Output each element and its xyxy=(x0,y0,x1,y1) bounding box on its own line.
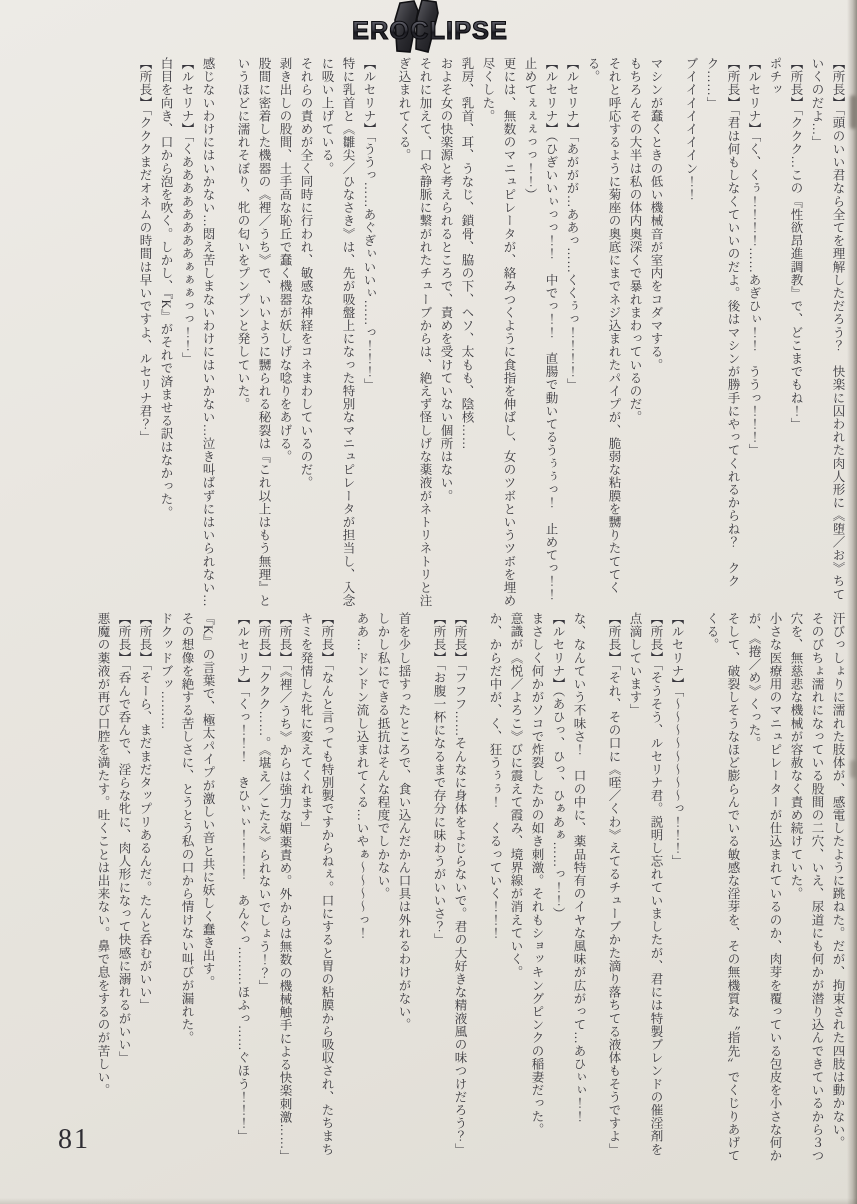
text-line: 特に乳首と《雛尖／ひなさき》は、先が吸盤上になった特別なマニュピレータが担当し、入念に吸い上げている。 xyxy=(320,57,355,608)
paragraph-group xyxy=(232,612,337,1168)
scan-edge-shadow xyxy=(847,0,857,1204)
text-line: 【所長】「君は何もしなくていいのだよ。後はマシンが勝手にやってくれるからね？ ククク……」 xyxy=(705,57,740,588)
text-line: およそ女の快楽源と考えられるところで、責めを受けていない個所はない。 xyxy=(439,57,453,503)
scan-smudge xyxy=(850,760,856,778)
text-line: 乳房、乳首、耳、うなじ、鎖骨、脇の下、ヘソ、太もも、陰核…… xyxy=(460,57,474,450)
text-line: 【所長】「お腹一杯になるまで存分に味わうがいいさ？」 xyxy=(432,612,446,947)
text-line: 【ルセリナ】「～～～～～～～～っ！！！」 xyxy=(670,612,684,868)
text-line: 『K』の言葉で、極太パイプが激しい音と共に妖しく蠢き出す。 xyxy=(201,612,215,989)
paragraph-group xyxy=(701,612,848,1168)
text-line: その想像を絶する苦しさに、とうとう私の口から情けない叫びが漏れた。 xyxy=(180,612,194,1045)
text-line: 【所長】「呑んで呑んで、淫らな牝に、肉人形になって快感に溺れるがいい」 xyxy=(117,612,131,1065)
text-line: ドクッドブッ……… xyxy=(159,612,173,730)
text-line: 小さな医療用のマニュピレーターが仕込まれているのか、肉芽を覆っている包皮を小さな何かが、《捲／め》くった。 xyxy=(747,612,782,1163)
text-line: そのびちょ濡れになっている股間の二穴、いえ、尿道にも何かが潜り込んできているから３つ穴を、無慈悲な機械が容赦なく責め続けていた。 xyxy=(789,612,824,1163)
text-line: か、からだ中が、く、狂うぅぅ！ くるっていく！！！ xyxy=(488,612,502,940)
text-line: それらの責めが全く同時に行われ、敏感な神経をコネまわしているのだ。 xyxy=(299,57,313,490)
text-line: 首を少し揺すったところで、食い込んだかん口具は外れるわけがない。 xyxy=(397,612,411,1032)
text-line: マシンが蠢くときの低い機械音が室内をコダマする。 xyxy=(649,57,663,372)
eroclipse-logo xyxy=(348,0,512,53)
text-line: 更には、無数のマニュピレータが、絡みつくように食指を伸ばし、女のツボというツボを埋め尽くした。 xyxy=(481,57,516,608)
page-number: 81 xyxy=(58,1124,90,1155)
text-line: 【ルセリナ】「くっ！！！ きひぃぃ！！！！ あんぐっ………ほふっ……ぐほう！！！」 xyxy=(236,612,250,1143)
text-line: そして、破裂しそうなほど膨らんでいる敏感な淫芽を、その無機質な〝指先〟でくじりあげてくる。 xyxy=(705,612,740,1163)
text-line: 股間に密着した機器の《裡／うち》で、いいように嬲られる秘裂は『これ以上はもう無理』というほどに濡れそぼり、牝の匂いをプンプンと発していた。 xyxy=(236,57,271,608)
bottom-text-band xyxy=(42,612,848,1168)
text-line: な、なんていう不味さ！ 口の中に、薬品特有のイヤな風味が広がって…あひぃぃ！！ xyxy=(572,612,586,1123)
text-line: 感じないわけにはいかない…悶え苦しまないわけにはいかない…泣き叫ばずにはいられない… xyxy=(201,57,215,608)
text-line: それと呼応するように菊座の奥底にまでネジ込まれたパイプが、脆弱な粘膜を嬲りたててくる。 xyxy=(586,57,621,595)
logo-text: EROCLIPSE xyxy=(352,17,508,45)
top-text-band xyxy=(42,57,848,609)
text-line: 剥き出しの股間、土手高な恥丘で蠢く機器が妖しげな唸りをあげる。 xyxy=(278,57,292,464)
text-line: 意識が《悦／よろこ》びに震えて霞み、境界線が消えていく。 xyxy=(509,612,523,979)
scan-edge-shadow xyxy=(0,1198,857,1204)
text-line: もちろんその大半は私の体内奥深くで暴れまわっているのだ。 xyxy=(628,57,642,424)
paragraph-group xyxy=(484,612,589,1168)
text-line: 【所長】「《裡／うち》からは強力な媚薬責め。外からは無数の機械触手による快楽刺激……」 xyxy=(278,612,292,1163)
text-line: まさしく何かがソコで炸裂したかの如き刺激。それもショッキングピンクの稲妻だった。 xyxy=(530,612,544,1136)
text-line: 【所長】「ククク…この『性欲昂進調教』で、どこまでもね！」 xyxy=(789,57,803,431)
text-line: 【ルセリナ】「あががが…ああっ……くくぅっ！！！！」 xyxy=(565,57,579,392)
text-line: 【所長】「フフフ……そんなに身体をよじらないで。君の大好きな精液風の味つけだろう？」 xyxy=(453,612,467,1156)
text-line: しかし私にできる抵抗はそんな程度でしかない。 xyxy=(376,612,390,901)
text-line: 【所長】「そーら、まだまだタップリあるんだ。たんと呑むがいい」 xyxy=(138,612,152,1012)
paragraph-group xyxy=(680,57,848,609)
paragraph-group xyxy=(393,57,666,609)
text-line: 【所長】「なんと言っても特別製ですからねぇ。口にすると胃の粘膜から吸収され、たちまちキミを発情した牝に変えてくれます」 xyxy=(299,612,334,1156)
text-line: 白目を向き、口から泡を吹く。しかし、『K』がそれで済ませる訳はなかった。 xyxy=(159,57,173,519)
text-line: 【所長】「クククまだオネムの時間は早いですよ、ルセリナ君？」 xyxy=(138,57,152,444)
text-line: 悪魔の薬液が再び口腔を満たす。吐くことは出来ない。鼻で息をするのが苦しい。 xyxy=(96,612,110,1097)
scan-smudge xyxy=(850,95,856,129)
paragraph-group xyxy=(351,612,414,1168)
eroclipse-logo-graphic xyxy=(348,0,512,53)
paragraph-group xyxy=(92,612,218,1168)
text-line: 【所長】「ククク……。《堪え／こたえ》られないでしょう！？」 xyxy=(257,612,271,993)
text-line: それに加えて、口や静脈に繋がれたチューブからは、絶えず怪しげな薬液がネトリネトリと注ぎ込まれてくる。 xyxy=(397,57,432,608)
paragraph-group xyxy=(134,57,218,609)
text-line: 【ルセリナ】（あひっ、ひっ、ひぁあぁ……っ！！） xyxy=(551,612,565,921)
text-line: 【所長】「頭のいい君なら全てを理解しただろう？ 快楽に囚われた肉人形に《堕／お》ちていくのだよ…」 xyxy=(810,57,845,601)
text-line: 【ルセリナ】「く、くぅ！！！！……あぎひぃ！！ ううっ！！！」 xyxy=(747,57,761,457)
text-line: 【所長】「それ、その口に《咥／くわ》えてるチューブかた滴り落ちてる液体もそうですよ」 xyxy=(607,612,621,1156)
paragraph-group xyxy=(428,612,470,1168)
text-line: ああ…ドンドン流し込まれてくる…いやぁ～～～～っ！ xyxy=(355,612,369,940)
paragraph-group xyxy=(603,612,687,1168)
text-line: 【ルセリナ】（ひぎいいぃっっ！！ 中でっ！！ 直腸で動いてるうぅぅっ！ 止めてっ！！止めてぇぇぇっっ！！） xyxy=(523,57,558,601)
text-line: 汗びっしょりに濡れた肢体が、感電したように跳ねた。だが、拘束された四肢は動かない。 xyxy=(831,612,845,1150)
text-line: ブイイイイイイイン！！ xyxy=(684,57,698,202)
text-line: 【所長】「そうそう、ルセリナ君。説明し忘れていましたが、君には特製ブレンドの催淫剤を点滴しています」 xyxy=(628,612,663,1156)
text-line: 【ルセリナ】「ううっ……あぐぎぃいいぃ……っ！！！」 xyxy=(362,57,376,392)
text-line: ポチッ xyxy=(768,57,782,97)
paragraph-group xyxy=(232,57,379,609)
text-line: 【ルセリナ】「くああああああああぁぁぁっっ！！」 xyxy=(180,57,194,366)
